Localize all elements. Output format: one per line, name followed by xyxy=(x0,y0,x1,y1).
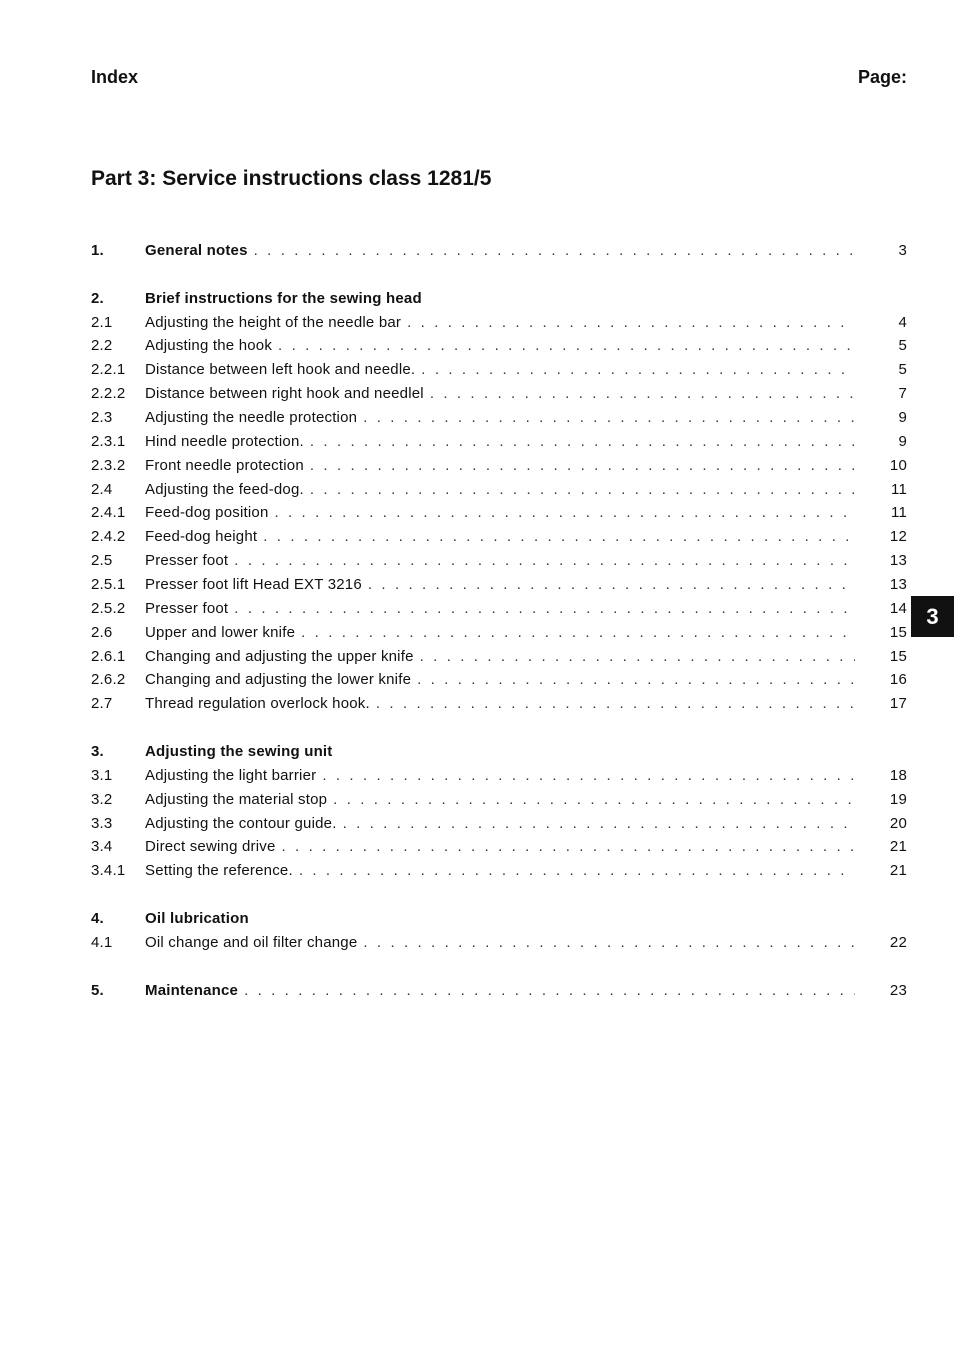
toc-entry-title: Adjusting the contour guide. xyxy=(145,814,337,832)
toc-entry[interactable] xyxy=(91,433,907,457)
toc-entry[interactable] xyxy=(91,552,907,576)
toc-dot-leader xyxy=(333,791,855,808)
toc-entry[interactable] xyxy=(91,624,907,648)
toc-entry[interactable] xyxy=(91,504,907,528)
toc-entry-number: 2.2.1 xyxy=(91,361,126,379)
toc-entry-page-number: 20 xyxy=(889,814,907,832)
toc-entry-title: Direct sewing drive xyxy=(145,838,276,856)
toc-entry-number: 3.4 xyxy=(91,838,113,856)
toc-entry[interactable] xyxy=(91,934,907,958)
header-index-label: Index xyxy=(91,67,139,87)
toc-entry-number: 2.3.2 xyxy=(91,456,126,474)
toc-entry-page-number: 5 xyxy=(898,361,907,379)
toc-entry-title: Thread regulation overlock hook. xyxy=(145,695,370,713)
toc-entry-page-number: 5 xyxy=(898,337,907,355)
toc-entry-number: 2.6.1 xyxy=(91,647,126,665)
toc-entry-page-number: 15 xyxy=(889,623,907,641)
toc-entry-number: 2.6.2 xyxy=(91,671,126,689)
toc-entry-title: Oil lubrication xyxy=(145,910,249,928)
toc-entry[interactable] xyxy=(91,791,907,815)
toc-dot-leader xyxy=(263,528,855,545)
toc-dot-leader xyxy=(278,337,855,354)
toc-entry-title: Adjusting the material stop xyxy=(145,790,328,808)
toc-entry-title: Adjusting the light barrier xyxy=(145,766,317,784)
toc-entry[interactable] xyxy=(91,910,907,934)
toc-entry-number: 3.4.1 xyxy=(91,862,126,880)
toc-entry-page-number: 21 xyxy=(889,862,907,880)
toc-entry-page-number: 10 xyxy=(889,456,907,474)
toc-entry[interactable] xyxy=(91,242,907,266)
toc-entry[interactable] xyxy=(91,815,907,839)
toc-dot-leader xyxy=(282,838,855,855)
toc-dot-leader xyxy=(407,314,855,331)
toc-entry-page-number: 17 xyxy=(889,695,907,713)
toc-entry[interactable] xyxy=(91,576,907,600)
toc-entry-number: 2.3 xyxy=(91,409,113,427)
toc-entry-number: 2.5 xyxy=(91,552,113,570)
table-of-contents xyxy=(91,242,907,1006)
toc-entry-number: 2.4.1 xyxy=(91,504,126,522)
toc-entry-page-number: 22 xyxy=(889,933,907,951)
toc-entry[interactable] xyxy=(91,457,907,481)
toc-entry-title: Brief instructions for the sewing head xyxy=(145,289,422,307)
toc-dot-leader xyxy=(363,409,855,426)
toc-entry-title: Changing and adjusting the upper knife xyxy=(145,647,414,665)
toc-entry-title: Oil change and oil filter change xyxy=(145,933,358,951)
toc-entry-page-number: 18 xyxy=(889,766,907,784)
toc-dot-leader xyxy=(310,433,855,450)
toc-entry[interactable] xyxy=(91,600,907,624)
toc-dot-leader xyxy=(274,504,855,521)
toc-entry-page-number: 11 xyxy=(891,480,907,498)
toc-entry-page-number: 13 xyxy=(889,576,907,594)
toc-entry-number: 2.5.1 xyxy=(91,576,126,594)
toc-entry-number: 2.6 xyxy=(91,623,113,641)
toc-entry-page-number: 16 xyxy=(889,671,907,689)
toc-entry[interactable] xyxy=(91,528,907,552)
toc-entry-page-number: 14 xyxy=(889,599,907,617)
toc-entry-title: Distance between right hook and needlel xyxy=(145,385,424,403)
toc-entry-title: Adjusting the hook xyxy=(145,337,273,355)
toc-entry-number: 2.2 xyxy=(91,337,113,355)
toc-dot-leader xyxy=(254,242,855,259)
toc-dot-leader xyxy=(430,385,855,402)
toc-entry-number: 3. xyxy=(91,743,104,761)
toc-entry-title: Setting the reference. xyxy=(145,862,293,880)
toc-entry-page-number: 4 xyxy=(898,313,907,331)
toc-entry[interactable] xyxy=(91,862,907,886)
toc-entry-number: 2.2.2 xyxy=(91,385,126,403)
toc-entry[interactable] xyxy=(91,409,907,433)
toc-dot-leader xyxy=(301,624,855,641)
toc-dot-leader xyxy=(234,600,855,617)
toc-entry-title: Feed-dog position xyxy=(145,504,269,522)
toc-entry-page-number: 13 xyxy=(889,552,907,570)
toc-entry-page-number: 9 xyxy=(898,432,907,450)
toc-dot-leader xyxy=(310,481,855,498)
toc-entry-page-number: 23 xyxy=(889,981,907,999)
toc-entry-title: Presser foot lift Head EXT 3216 xyxy=(145,576,362,594)
toc-entry[interactable] xyxy=(91,838,907,862)
header-page-label: Page: xyxy=(857,67,907,87)
toc-entry[interactable] xyxy=(91,648,907,672)
toc-dot-leader xyxy=(234,552,855,569)
toc-entry-title: Hind needle protection. xyxy=(145,432,304,450)
toc-entry-title: Adjusting the height of the needle bar xyxy=(145,313,402,331)
toc-entry-title: Distance between left hook and needle. xyxy=(145,361,416,379)
toc-entry-number: 2.5.2 xyxy=(91,599,126,617)
page-title: Part 3: Service instructions class 1281/5 xyxy=(91,167,492,190)
toc-dot-leader xyxy=(420,648,855,665)
toc-entry-title: Front needle protection xyxy=(145,456,304,474)
toc-entry-title: Feed-dog height xyxy=(145,528,258,546)
toc-entry-title: Presser foot xyxy=(145,599,229,617)
toc-entry-page-number: 3 xyxy=(898,242,907,259)
toc-entry[interactable] xyxy=(91,314,907,338)
toc-entry-number: 2.7 xyxy=(91,695,113,713)
toc-dot-leader xyxy=(417,671,855,688)
toc-entry-title: Maintenance xyxy=(145,981,239,999)
toc-entry[interactable] xyxy=(91,361,907,385)
toc-entry-page-number: 12 xyxy=(889,528,907,546)
toc-entry-page-number: 11 xyxy=(891,504,907,522)
toc-entry[interactable] xyxy=(91,982,907,1006)
toc-entry-page-number: 7 xyxy=(898,385,907,403)
toc-dot-leader xyxy=(310,457,855,474)
toc-entry-page-number: 15 xyxy=(889,647,907,665)
section-tab-marker: 3 xyxy=(911,596,954,637)
toc-dot-leader xyxy=(244,982,855,999)
toc-dot-leader xyxy=(343,815,855,832)
toc-entry-title: Adjusting the feed-dog. xyxy=(145,480,304,498)
toc-entry-title: Upper and lower knife xyxy=(145,623,296,641)
toc-entry-number: 1. xyxy=(91,242,104,259)
toc-entry[interactable] xyxy=(91,695,907,719)
toc-entry-title: Adjusting the needle protection xyxy=(145,409,358,427)
toc-entry-title: Adjusting the sewing unit xyxy=(145,743,333,761)
toc-entry-title: Changing and adjusting the lower knife xyxy=(145,671,412,689)
toc-entry-number: 4.1 xyxy=(91,933,113,951)
toc-entry-page-number: 21 xyxy=(889,838,907,856)
toc-entry-number: 5. xyxy=(91,981,104,999)
toc-dot-leader xyxy=(421,361,855,378)
toc-entry[interactable] xyxy=(91,481,907,505)
toc-entry-page-number: 19 xyxy=(889,790,907,808)
toc-entry[interactable] xyxy=(91,671,907,695)
toc-dot-leader xyxy=(368,576,855,593)
toc-entry-number: 2. xyxy=(91,289,104,307)
toc-entry-number: 3.2 xyxy=(91,790,113,808)
toc-entry-number: 4. xyxy=(91,910,104,928)
toc-entry-number: 2.4 xyxy=(91,480,113,498)
toc-dot-leader xyxy=(376,695,855,712)
toc-entry[interactable] xyxy=(91,337,907,361)
toc-dot-leader xyxy=(299,862,855,879)
toc-dot-leader xyxy=(363,934,855,951)
toc-entry[interactable] xyxy=(91,385,907,409)
toc-entry-title: Presser foot xyxy=(145,552,229,570)
toc-entry[interactable] xyxy=(91,290,907,314)
toc-entry-number: 2.1 xyxy=(91,313,113,331)
toc-entry-number: 2.3.1 xyxy=(91,432,126,450)
toc-entry[interactable] xyxy=(91,767,907,791)
toc-dot-leader xyxy=(322,767,855,784)
toc-entry-number: 2.4.2 xyxy=(91,528,126,546)
toc-entry-number: 3.1 xyxy=(91,766,113,784)
toc-entry[interactable] xyxy=(91,743,907,767)
toc-entry-page-number: 9 xyxy=(898,409,907,427)
toc-entry-number: 3.3 xyxy=(91,814,113,832)
toc-entry-title: General notes xyxy=(145,242,248,259)
